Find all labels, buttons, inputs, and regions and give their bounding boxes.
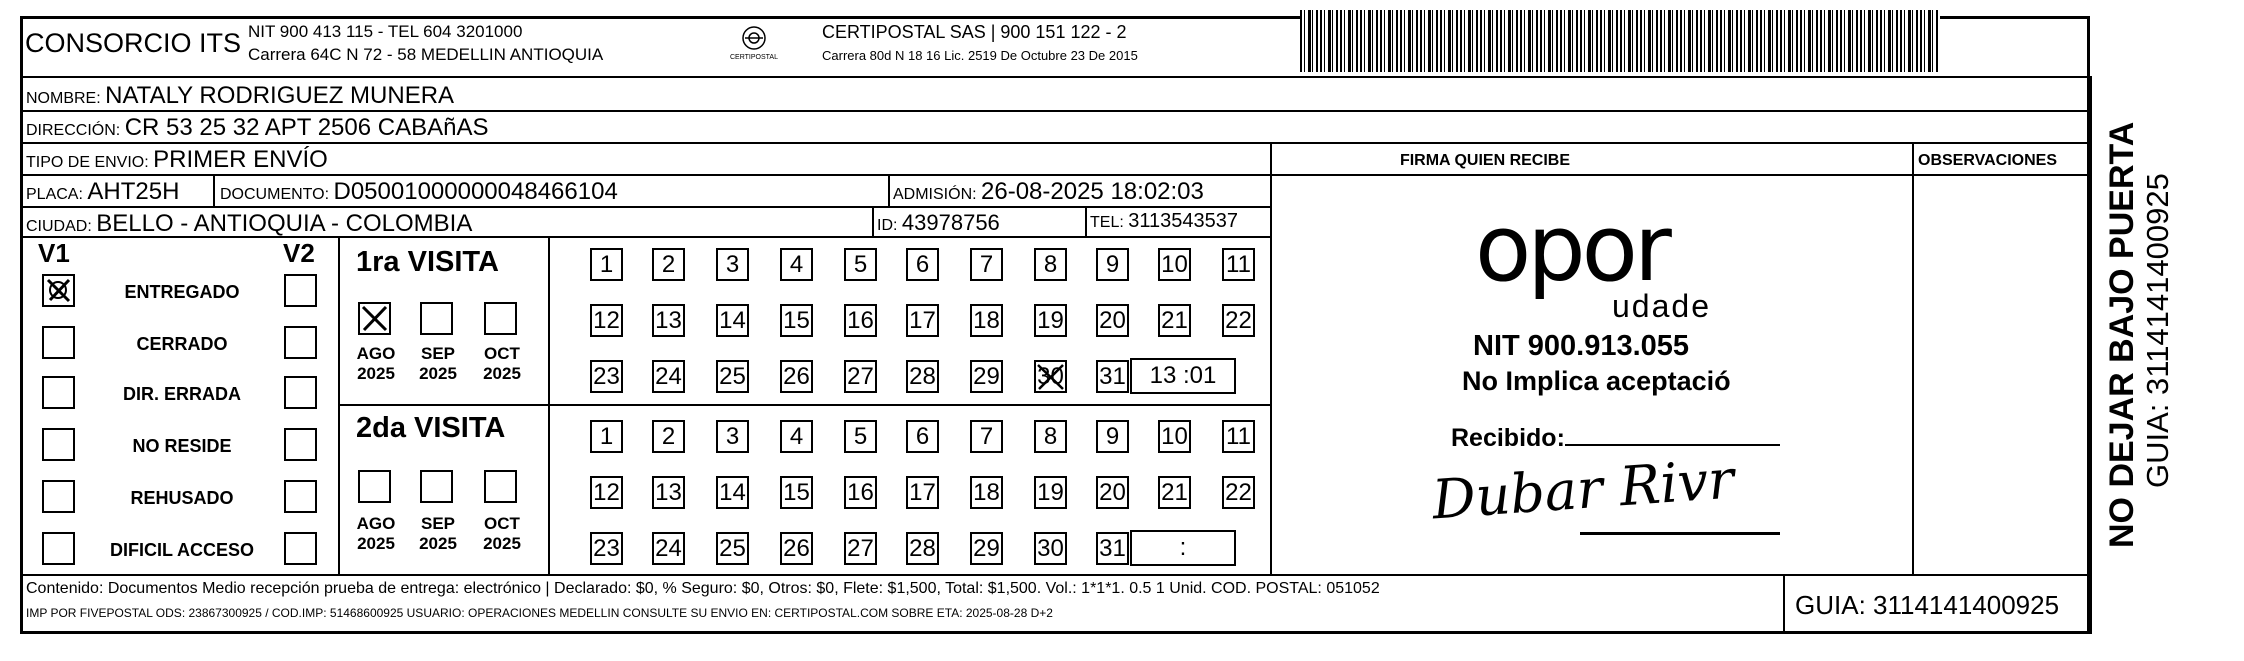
city-row: [26, 210, 472, 238]
month-label: AGO 2025: [356, 344, 396, 383]
day-checkbox[interactable]: [970, 248, 1003, 281]
day-checkbox[interactable]: [1034, 360, 1067, 393]
company-address: Carrera 64C N 72 - 58 MEDELLIN ANTIOQUIA: [248, 45, 604, 64]
v1-label: V1: [38, 238, 70, 268]
day-number: 9: [1105, 422, 1120, 450]
day-checkbox[interactable]: [906, 420, 939, 453]
day-checkbox[interactable]: [844, 360, 877, 393]
day-number: 7: [979, 422, 994, 450]
day-checkbox[interactable]: [1158, 248, 1191, 281]
city: BELLO - ANTIOQUIA - COLOMBIA: [96, 210, 473, 237]
day-number: 2: [661, 250, 676, 278]
day-checkbox[interactable]: [1222, 476, 1255, 509]
v1-checkbox[interactable]: [42, 532, 75, 565]
second-visit-title: 2da VISITA: [356, 412, 506, 444]
month-label: SEP 2025: [419, 344, 457, 383]
day-number: 22: [1225, 478, 1252, 506]
time-field[interactable]: 13 :01: [1130, 358, 1236, 394]
day-number: 16: [847, 478, 874, 506]
day-number: 18: [973, 306, 1000, 334]
admission-date: 26-08-2025 18:02:03: [981, 178, 1204, 205]
status-option-label: DIR. ERRADA: [122, 384, 241, 404]
day-number: 23: [593, 362, 620, 390]
day-number: 23: [593, 534, 620, 562]
day-checkbox[interactable]: [716, 304, 749, 337]
month-checkbox-oct[interactable]: [484, 470, 517, 503]
day-checkbox[interactable]: [716, 476, 749, 509]
carrier-license: Carrera 80d N 18 16 Lic. 2519 De Octubre 23 De 2015: [822, 48, 1138, 63]
day-checkbox[interactable]: [590, 360, 623, 393]
tel-label: TEL:: [1090, 214, 1124, 231]
day-number: 25: [719, 362, 746, 390]
day-number: 1: [599, 422, 614, 450]
day-checkbox[interactable]: [1222, 248, 1255, 281]
day-checkbox[interactable]: [590, 476, 623, 509]
day-checkbox[interactable]: [780, 248, 813, 281]
status-option-label: DIFICIL ACCESO: [109, 540, 254, 560]
day-number: 20: [1099, 478, 1126, 506]
day-number: 3: [725, 250, 740, 278]
day-checkbox[interactable]: [844, 476, 877, 509]
day-number: 19: [1037, 306, 1064, 334]
day-checkbox[interactable]: [590, 304, 623, 337]
day-number: 31: [1099, 534, 1126, 562]
day-checkbox[interactable]: [1034, 476, 1067, 509]
stamp-sub: udade: [1612, 288, 1711, 324]
id-row: [877, 210, 1000, 236]
day-checkbox[interactable]: [780, 476, 813, 509]
day-number: 22: [1225, 306, 1252, 334]
time-field[interactable]: :: [1130, 530, 1236, 566]
day-number: 8: [1043, 422, 1058, 450]
stamp-note: No Implica aceptació: [1462, 366, 1731, 396]
month-checkbox-oct[interactable]: [484, 302, 517, 335]
day-number: 6: [915, 422, 930, 450]
day-number: 14: [719, 478, 746, 506]
status-option-label: ENTREGADO: [124, 282, 240, 302]
name-row: [26, 82, 454, 110]
day-number: 27: [847, 362, 874, 390]
day-checkbox[interactable]: [716, 360, 749, 393]
day-number: 18: [973, 478, 1000, 506]
day-checkbox[interactable]: [780, 360, 813, 393]
day-checkbox[interactable]: [906, 532, 939, 565]
day-checkbox[interactable]: [652, 304, 685, 337]
day-checkbox[interactable]: [970, 304, 1003, 337]
day-number: 21: [1161, 306, 1188, 334]
day-number: 5: [853, 422, 868, 450]
month-label: OCT 2025: [483, 514, 521, 553]
document-number: D05001000000048466104: [333, 178, 618, 205]
day-number: 15: [783, 478, 810, 506]
id-label: ID:: [877, 217, 898, 234]
admission-label: ADMISIÓN:: [893, 186, 977, 203]
day-number: 28: [909, 534, 936, 562]
month-checkbox-sep[interactable]: [420, 470, 453, 503]
document-row: [220, 178, 618, 206]
name-label: NOMBRE:: [26, 90, 101, 107]
v1-checkbox[interactable]: [42, 428, 75, 461]
day-checkbox[interactable]: [1034, 304, 1067, 337]
day-number: 10: [1161, 250, 1188, 278]
day-checkbox[interactable]: [1096, 532, 1129, 565]
plate-label: PLACA:: [26, 186, 83, 203]
day-number: 13: [655, 306, 682, 334]
plate: AHT25H: [87, 178, 180, 205]
day-checkbox[interactable]: [970, 476, 1003, 509]
day-checkbox[interactable]: [1096, 304, 1129, 337]
day-checkbox[interactable]: [1096, 476, 1129, 509]
day-checkbox[interactable]: [652, 476, 685, 509]
document-label: DOCUMENTO:: [220, 186, 330, 203]
day-checkbox[interactable]: [970, 360, 1003, 393]
day-checkbox[interactable]: [844, 532, 877, 565]
day-number: 9: [1105, 250, 1120, 278]
day-number: 13: [655, 478, 682, 506]
admission-row: [893, 178, 1204, 206]
day-number: 29: [973, 534, 1000, 562]
day-number: 26: [783, 534, 810, 562]
recipient-name: NATALY RODRIGUEZ MUNERA: [105, 82, 455, 109]
day-number: 3: [725, 422, 740, 450]
day-number: 21: [1161, 478, 1188, 506]
company-nit: NIT 900 413 115 - TEL 604 3201000: [248, 22, 523, 41]
day-checkbox[interactable]: [1158, 420, 1191, 453]
v2-checkbox[interactable]: [284, 274, 317, 307]
day-checkbox[interactable]: [1222, 420, 1255, 453]
city-label: CIUDAD:: [26, 218, 92, 235]
day-checkbox[interactable]: [780, 304, 813, 337]
status-option-label: NO RESIDE: [132, 436, 232, 456]
day-checkbox[interactable]: [1158, 476, 1191, 509]
v2-checkbox[interactable]: [284, 428, 317, 461]
v1-checkbox[interactable]: [42, 326, 75, 359]
footer-content: Contenido: Documentos Medio recepción prueba de entrega: electrónico | Declarado: $0, % Seguro: $0, Otros: $0, Flete: $1,500, Total: $1,500. Vol.: 1*1*1. 0.5 1 Unid. COD. POSTAL: 051052: [26, 580, 1380, 597]
day-checkbox[interactable]: [1158, 304, 1191, 337]
day-checkbox[interactable]: [906, 248, 939, 281]
first-visit-title: 1ra VISITA: [356, 246, 499, 278]
day-number: 24: [655, 362, 682, 390]
day-number: 12: [593, 478, 620, 506]
month-label: OCT 2025: [483, 344, 521, 383]
day-number: 19: [1037, 478, 1064, 506]
day-checkbox[interactable]: [1034, 532, 1067, 565]
day-number: 25: [719, 534, 746, 562]
day-number: 31: [1099, 362, 1126, 390]
status-option-label: REHUSADO: [130, 488, 234, 508]
status-option-label: CERRADO: [136, 334, 228, 354]
stamp-nit: NIT 900.913.055: [1473, 330, 1690, 362]
day-number: 4: [789, 250, 804, 278]
day-number: 15: [783, 306, 810, 334]
address-row: [26, 114, 488, 142]
v2-checkbox[interactable]: [284, 480, 317, 513]
day-number: 8: [1043, 250, 1058, 278]
day-checkbox[interactable]: [716, 532, 749, 565]
no-leave-under-door-warning: NO DEJAR BAJO PUERTA: [2103, 121, 2141, 548]
day-checkbox[interactable]: [1096, 360, 1129, 393]
logo-text: CERTIPOSTAL: [730, 54, 778, 61]
day-checkbox[interactable]: [844, 304, 877, 337]
recipient-address: CR 53 25 32 APT 2506 CABAñAS: [124, 114, 489, 141]
v2-checkbox[interactable]: [284, 376, 317, 409]
day-checkbox[interactable]: [1222, 304, 1255, 337]
day-number: 14: [719, 306, 746, 334]
day-checkbox[interactable]: [590, 532, 623, 565]
day-checkbox[interactable]: [906, 476, 939, 509]
day-checkbox[interactable]: [1034, 248, 1067, 281]
signature-header: FIRMA QUIEN RECIBE: [1399, 152, 1571, 169]
day-checkbox[interactable]: [906, 360, 939, 393]
day-checkbox[interactable]: [716, 248, 749, 281]
carrier-name: CERTIPOSTAL SAS | 900 151 122 - 2: [822, 22, 1127, 42]
day-number: 17: [909, 478, 936, 506]
day-checkbox[interactable]: [970, 532, 1003, 565]
footer-imp: IMP POR FIVEPOSTAL ODS: 23867300925 / COD.IMP: 51468600925 USUARIO: OPERACIONES MEDELLIN CONSULTE SU ENVIO EN: CERTIPOSTAL.COM SOBRE ETA: 2025-08-28 D+2: [26, 606, 1053, 620]
side-guide-number: GUIA: 3114141400925: [2140, 173, 2175, 488]
day-number: 6: [915, 250, 930, 278]
day-number: 4: [789, 422, 804, 450]
footer-guide-number: GUIA: 3114141400925: [1795, 590, 2060, 620]
v2-checkbox[interactable]: [284, 326, 317, 359]
month-label: SEP 2025: [419, 514, 457, 553]
day-number: 16: [847, 306, 874, 334]
day-checkbox[interactable]: [1034, 420, 1067, 453]
month-label: AGO 2025: [356, 514, 396, 553]
day-checkbox[interactable]: [1096, 420, 1129, 453]
company-name: CONSORCIO ITS: [25, 28, 242, 58]
tel-row: [1090, 210, 1238, 233]
day-number: 30: [1037, 362, 1064, 390]
address-label: DIRECCIÓN:: [26, 122, 121, 139]
observations-header: OBSERVACIONES: [1918, 152, 2057, 169]
received-label: Recibido:: [1451, 424, 1565, 452]
v1-checkbox[interactable]: [42, 274, 75, 307]
day-checkbox[interactable]: [590, 248, 623, 281]
day-checkbox[interactable]: [590, 420, 623, 453]
v2-checkbox[interactable]: [284, 532, 317, 565]
day-number: 24: [655, 534, 682, 562]
v1-checkbox[interactable]: [42, 376, 75, 409]
day-checkbox[interactable]: [716, 420, 749, 453]
day-number: 17: [909, 306, 936, 334]
recipient-id: 43978756: [901, 210, 1000, 235]
day-checkbox[interactable]: [844, 248, 877, 281]
day-checkbox[interactable]: [652, 420, 685, 453]
day-number: 7: [979, 250, 994, 278]
day-checkbox[interactable]: [970, 420, 1003, 453]
day-number: 29: [973, 362, 1000, 390]
v2-label: V2: [283, 238, 315, 268]
v1-checkbox[interactable]: [42, 480, 75, 513]
day-number: 11: [1226, 422, 1251, 450]
day-number: 10: [1161, 422, 1188, 450]
send-type-label: TIPO DE ENVIO:: [26, 154, 149, 171]
month-checkbox-ago[interactable]: [358, 302, 391, 335]
day-checkbox[interactable]: [780, 532, 813, 565]
day-number: 5: [853, 250, 868, 278]
month-checkbox-sep[interactable]: [420, 302, 453, 335]
month-checkbox-ago[interactable]: [358, 470, 391, 503]
day-number: 20: [1099, 306, 1126, 334]
day-checkbox[interactable]: [844, 420, 877, 453]
day-checkbox[interactable]: [1096, 248, 1129, 281]
day-number: 1: [599, 250, 614, 278]
day-checkbox[interactable]: [652, 532, 685, 565]
day-number: 12: [593, 306, 620, 334]
day-number: 28: [909, 362, 936, 390]
day-number: 11: [1226, 250, 1251, 278]
day-checkbox[interactable]: [906, 304, 939, 337]
day-number: 26: [783, 362, 810, 390]
send-type: PRIMER ENVÍO: [153, 146, 328, 173]
stamp-brand: opor: [1475, 195, 1668, 302]
tel: 3113543537: [1128, 210, 1238, 232]
handwritten-signature: Dubar Rivr: [1430, 447, 1736, 532]
day-number: 2: [661, 422, 676, 450]
day-checkbox[interactable]: [780, 420, 813, 453]
day-checkbox[interactable]: [652, 248, 685, 281]
day-checkbox[interactable]: [652, 360, 685, 393]
plate-row: [26, 178, 179, 206]
day-number: 27: [847, 534, 874, 562]
send-type-row: [26, 146, 328, 174]
barcode: [1300, 10, 1940, 72]
day-number: 30: [1037, 534, 1064, 562]
